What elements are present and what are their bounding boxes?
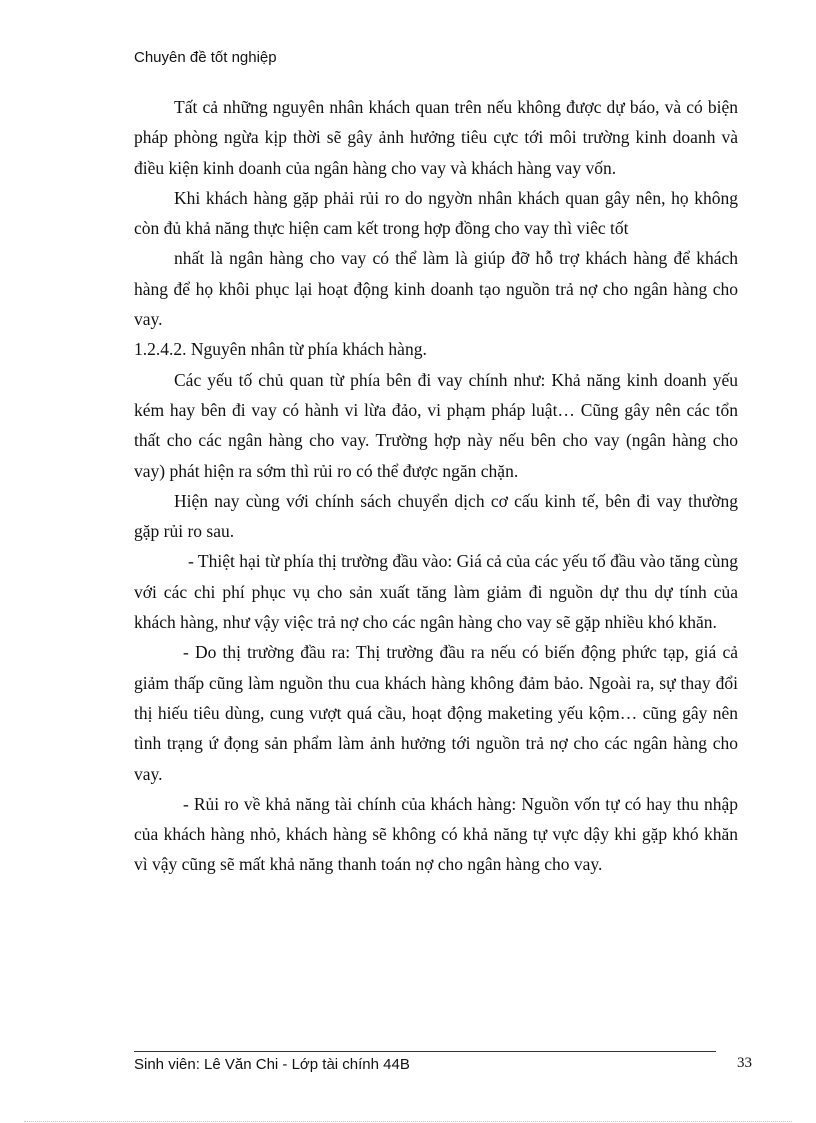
paragraph-external-causes: Tất cả những nguyên nhân khách quan trên nếu không được dự báo, và có biện pháp phòng ngừa kịp thời sẽ gây ảnh hưởng tiêu cực tới môi trường kinh doanh và điều kiện kinh doanh của ngân hàng cho vay và khách hàng vay vốn. <box>134 97 738 178</box>
paragraph-bank-support: nhất là ngân hàng cho vay có thể làm là giúp đỡ hỗ trợ khách hàng để khách hàng để họ khôi phục lại hoạt động kinh doanh tạo nguồn trả nợ cho ngân hàng cho vay. <box>134 248 738 330</box>
paragraph-customer-risk: Khi khách hàng gặp phải rủi ro do ngyờn nhân khách quan gây nên, họ không còn đủ khả năng thực hiện cam kết trong hợp đồng cho vay thì viêc tốt <box>134 187 738 239</box>
footer-divider <box>134 1051 716 1052</box>
section-heading: 1.2.4.2. Nguyên nhân từ phía khách hàng. <box>134 339 427 360</box>
document-header-title: Chuyên đề tốt nghiệp <box>134 49 277 66</box>
list-item-financial-capacity: - Rủi ro về khả năng tài chính của khách hàng: Nguồn vốn tự có hay thu nhập của khách hàng nhỏ, khách hàng sẽ không có khả năng tự vực dậy khi gặp khó khăn vì vậy cũng sẽ mất khả năng thanh toán nợ cho ngân hàng cho vay. <box>134 793 738 875</box>
paragraph-economic-restructuring: Hiện nay cùng với chính sách chuyển dịch cơ cấu kinh tế, bên đi vay thường gặp rủi ro sau. <box>134 490 738 542</box>
list-item-input-market: - Thiệt hại từ phía thị trường đầu vào: Giá cả của các yếu tố đầu vào tăng cùng với các chi phí phục vụ cho sản xuất tăng làm giảm đi nguồn dự thu dự tính của khách hàng, như vậy việc trả nợ cho các ngân hàng cho vay sẽ gặp nhiều khó khăn. <box>134 551 738 633</box>
page-bottom-edge <box>24 1121 792 1122</box>
document-body <box>134 92 738 880</box>
footer-student-info: Sinh viên: Lê Văn Chi - Lớp tài chính 44B <box>134 1056 410 1073</box>
paragraph-subjective-factors: Các yếu tố chủ quan từ phía bên đi vay chính như: Khả năng kinh doanh yếu kém hay bên đi vay có hành vi lừa đảo, vi phạm pháp luật… Cũng gây nên các tổn thất cho các ngân hàng cho vay. Trường hợp này nếu bên cho vay (ngân hàng cho vay) phát hiện ra sớm thì rủi ro có thể được ngăn chặn. <box>134 369 738 481</box>
page-number: 33 <box>737 1055 752 1071</box>
list-item-output-market: - Do thị trường đầu ra: Thị trường đầu ra nếu có biến động phức tạp, giá cả giảm thấp cũng làm nguồn thu cua khách hàng không đảm bảo. Ngoài ra, sự thay đổi thị hiếu tiêu dùng, cung vượt quá cầu, hoạt động maketing yếu kộm… cũng gây nên tình trạng ứ đọng sản phẩm làm ảnh hưởng tới nguồn trả nợ cho các ngân hàng cho vay. <box>134 642 738 784</box>
